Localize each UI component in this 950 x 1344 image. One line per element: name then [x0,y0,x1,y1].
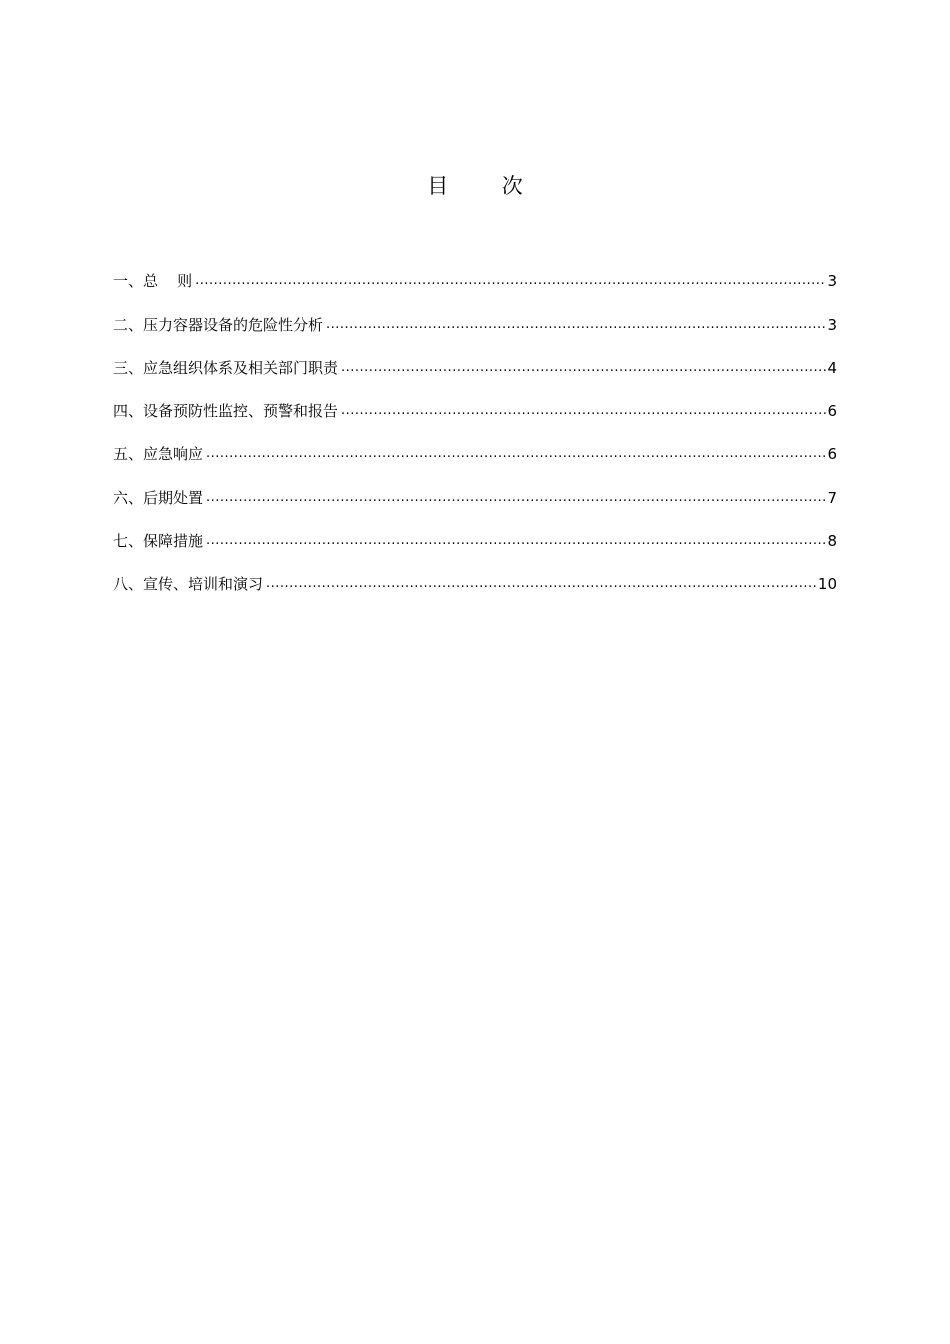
toc-entry-page: 3 [827,315,837,334]
toc-entry-label: 五、应急响应 [113,445,204,464]
toc-title: 目 次 [427,174,523,198]
toc-entry[interactable] [113,427,837,470]
toc-dot-leader [266,568,817,600]
toc-entry-label: 六、后期处置 [113,488,204,507]
toc-dot-leader [341,352,826,384]
toc-entry[interactable] [113,254,837,297]
toc-entry-page: 10 [817,575,837,594]
toc-dot-leader [326,309,826,341]
toc-entry[interactable] [113,470,837,513]
toc-entry[interactable] [113,514,837,557]
toc-entry-page: 6 [827,445,837,464]
toc-entry-page: 7 [827,488,837,507]
toc-dot-leader [195,265,826,297]
toc-entry[interactable] [113,341,837,384]
toc-entry-label: 七、保障措施 [113,532,204,551]
toc-entry-label: 八、宣传、培训和演习 [113,575,264,594]
toc-entry-page: 3 [827,272,837,291]
toc-entry-label: 三、应急组织体系及相关部门职责 [113,358,339,377]
table-of-contents [113,254,837,600]
toc-entry-label: 二、压力容器设备的危险性分析 [113,315,324,334]
toc-entry-label: 四、设备预防性监控、预警和报告 [113,402,339,421]
toc-entry[interactable] [113,297,837,340]
toc-dot-leader [206,525,826,557]
toc-entry-page: 4 [827,358,837,377]
toc-entry-page: 6 [827,402,837,421]
toc-dot-leader [341,395,826,427]
toc-entry[interactable] [113,384,837,427]
toc-entry-label: 一、总 则 [113,272,193,291]
toc-dot-leader [206,482,826,514]
toc-dot-leader [206,438,826,470]
toc-entry-page: 8 [827,532,837,551]
toc-entry[interactable] [113,557,837,600]
